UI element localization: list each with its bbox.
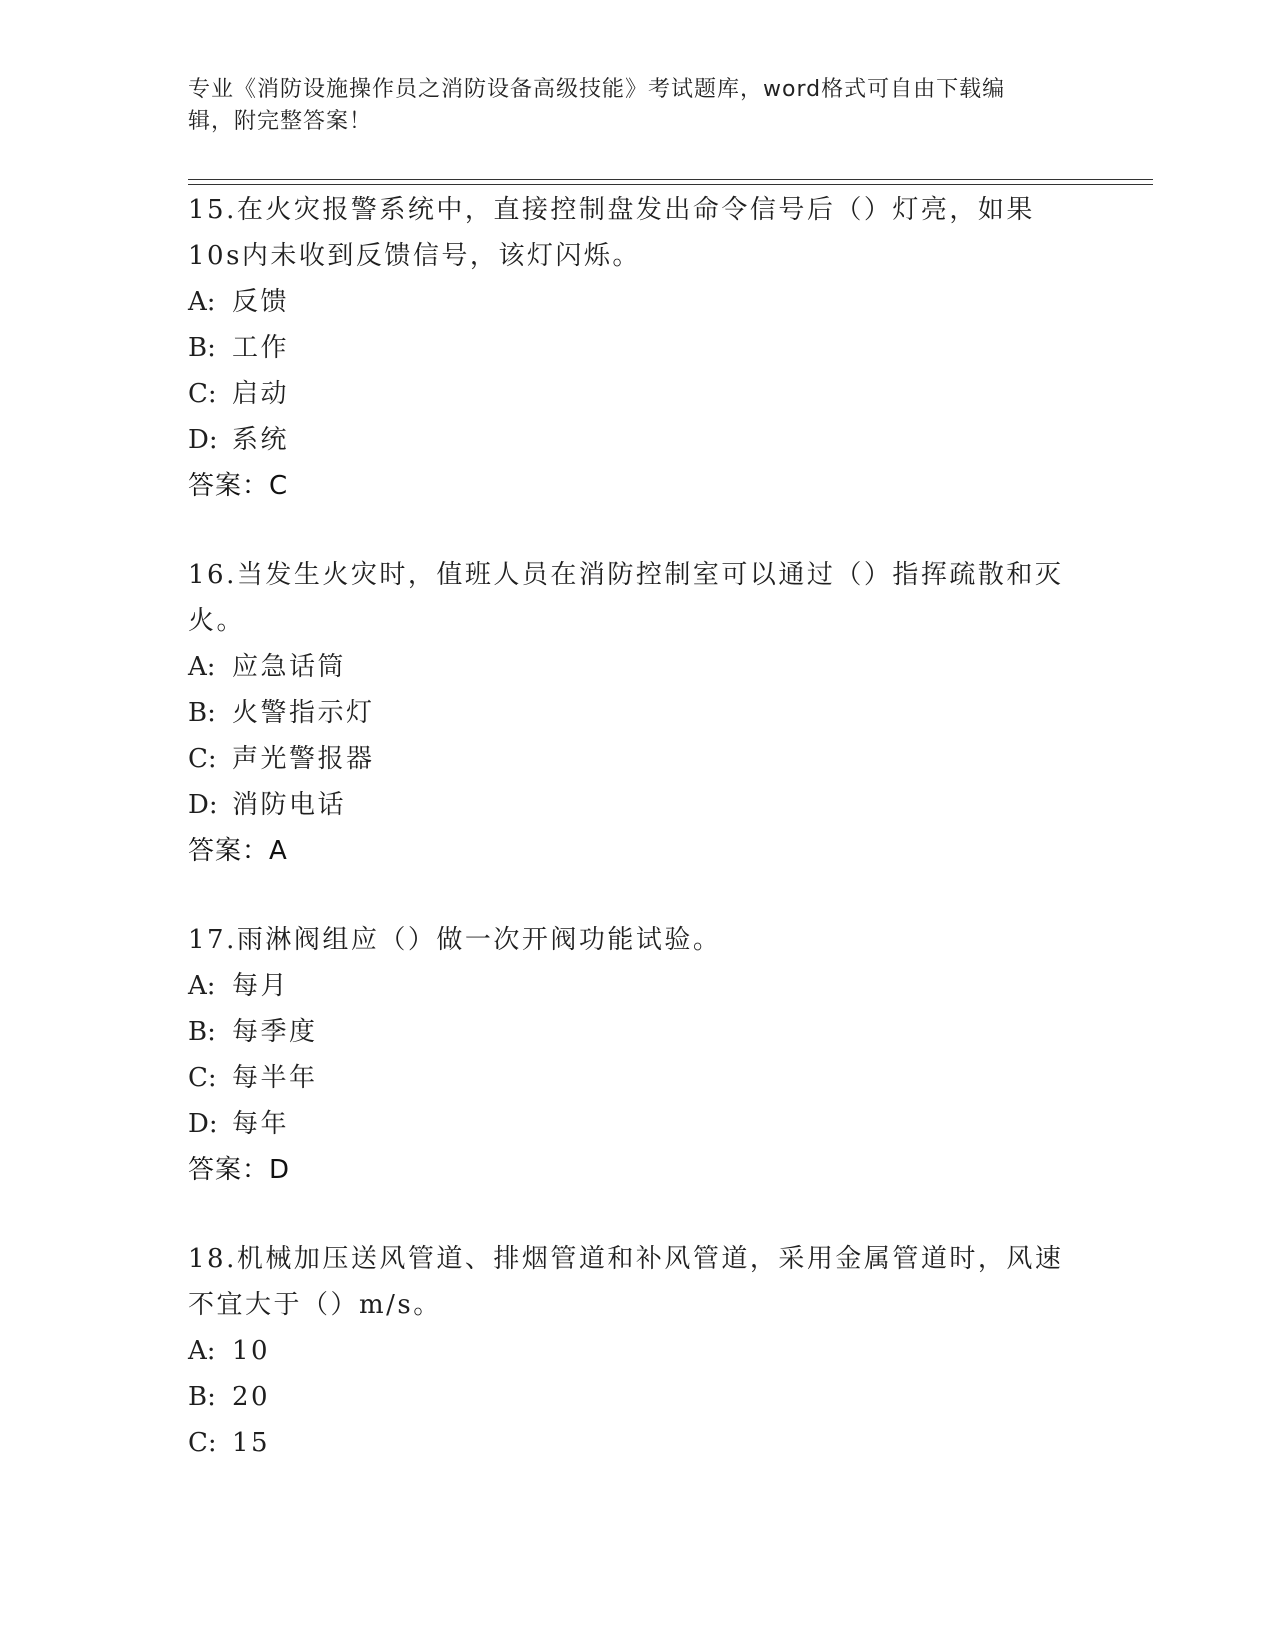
option-b — [188, 690, 1088, 736]
option-text: 火警指示灯 — [232, 698, 375, 728]
option-key: D: — [188, 1109, 218, 1139]
option-text: 20 — [232, 1382, 271, 1412]
question-17 — [188, 917, 1088, 1193]
header-divider-top — [188, 179, 1153, 180]
option-key: B: — [188, 333, 216, 363]
option-b — [188, 1009, 1088, 1055]
option-text: 每季度 — [232, 1017, 318, 1047]
option-key: D: — [188, 425, 218, 455]
question-16 — [188, 552, 1088, 874]
option-key: A: — [188, 287, 216, 317]
option-a — [188, 963, 1088, 1009]
option-key: B: — [188, 1382, 216, 1412]
option-c — [188, 1055, 1088, 1101]
header-line-1: 专业《消防设施操作员之消防设备高级技能》考试题库，word格式可自由下载编 — [188, 77, 1006, 102]
option-text: 声光警报器 — [232, 744, 375, 774]
option-text: 启动 — [232, 379, 290, 409]
question-stem — [188, 917, 1088, 963]
stem-line-2: 不宜大于（）m/s。 — [188, 1290, 442, 1320]
option-key: A: — [188, 971, 216, 1001]
option-text: 应急话筒 — [232, 652, 347, 682]
option-key: B: — [188, 698, 216, 728]
answer-line: 答案：C — [188, 471, 289, 501]
option-text: 10 — [232, 1336, 271, 1366]
option-text: 反馈 — [232, 287, 290, 317]
option-key: C: — [188, 1063, 217, 1093]
header-note — [188, 74, 1088, 138]
answer-line: 答案：A — [188, 836, 288, 866]
option-text: 工作 — [232, 333, 290, 363]
option-key: B: — [188, 1017, 216, 1047]
option-key: C: — [188, 379, 217, 409]
option-a — [188, 644, 1088, 690]
header-line-2: 辑，附完整答案！ — [188, 109, 373, 134]
option-d — [188, 782, 1088, 828]
option-key: C: — [188, 744, 217, 774]
option-key: D: — [188, 790, 218, 820]
stem-line-2: 火。 — [188, 606, 246, 636]
option-c — [188, 1420, 1088, 1466]
option-text: 每月 — [232, 971, 290, 1001]
stem-line-1: 15.在火灾报警系统中，直接控制盘发出命令信号后（）灯亮，如果 — [188, 195, 1035, 225]
option-text: 15 — [232, 1428, 271, 1458]
option-key: A: — [188, 652, 216, 682]
answer-line: 答案：D — [188, 1155, 291, 1185]
header-divider-bottom — [188, 184, 1153, 185]
option-c — [188, 736, 1088, 782]
option-a — [188, 279, 1088, 325]
option-d — [188, 417, 1088, 463]
option-b — [188, 325, 1088, 371]
question-15 — [188, 187, 1088, 509]
option-text: 系统 — [232, 425, 290, 455]
question-stem — [188, 552, 1088, 644]
option-c — [188, 371, 1088, 417]
option-text: 每年 — [232, 1109, 290, 1139]
stem-line-1: 17.雨淋阀组应（）做一次开阀功能试验。 — [188, 925, 722, 955]
option-text: 消防电话 — [232, 790, 347, 820]
option-text: 每半年 — [232, 1063, 318, 1093]
option-key: C: — [188, 1428, 217, 1458]
question-stem — [188, 187, 1088, 279]
stem-line-2: 10s内未收到反馈信号，该灯闪烁。 — [188, 241, 641, 271]
question-18 — [188, 1236, 1088, 1466]
stem-line-1: 16.当发生火灾时，值班人员在消防控制室可以通过（）指挥疏散和灭 — [188, 560, 1064, 590]
stem-line-1: 18.机械加压送风管道、排烟管道和补风管道，采用金属管道时，风速 — [188, 1244, 1064, 1274]
question-stem — [188, 1236, 1088, 1328]
option-b — [188, 1374, 1088, 1420]
option-a — [188, 1328, 1088, 1374]
option-key: A: — [188, 1336, 216, 1366]
option-d — [188, 1101, 1088, 1147]
